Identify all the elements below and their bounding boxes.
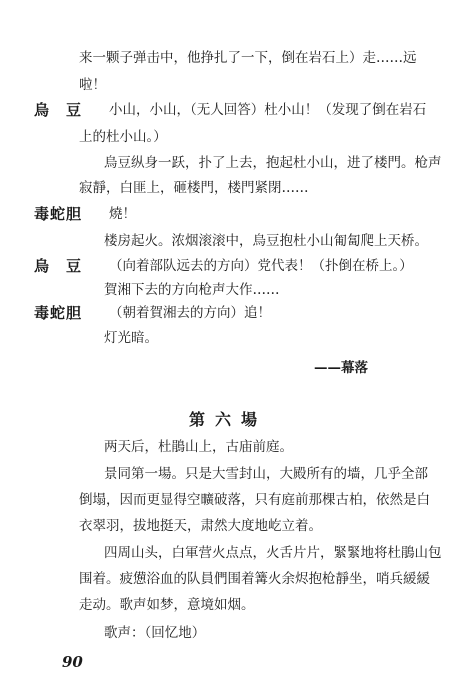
dialogue-line: 燒！ [109,206,136,222]
stage-direction: 寂靜，白匪上，砸楼門，楼門紧閉…… [79,180,309,196]
dialogue-line: （向着部队远去的方向）党代表！（扑倒在桥上。） [109,258,413,274]
dialogue-line: 上的杜小山。） [79,129,167,145]
dialogue-line: 小山，小山，（无人回答）杜小山！（发现了倒在岩石 [109,102,427,118]
stage-direction: 倒塌，因而更显得空曠破落，只有庭前那棵古柏，依然是白 [79,492,430,508]
scene-title: 第六場 [189,410,268,429]
dialogue-continuation: 啦！ [79,77,106,93]
stage-direction: 四周山头，白軍营火点点，火舌片片，緊緊地将杜鵑山包 [104,545,442,561]
speaker-name: 烏 豆 [34,257,83,275]
speaker-name: 毒蛇胆 [34,205,83,223]
page-number: 90 [62,653,83,671]
scene-setting: 两天后，杜鵑山上，古庙前庭。 [104,439,293,455]
stage-direction: 楼房起火。浓烟滚滚中，烏豆抱杜小山匍匐爬上天桥。 [104,233,428,249]
speaker-name: 烏 豆 [34,101,83,119]
dialogue-continuation: 来一颗子弹击中，他挣扎了一下，倒在岩石上）走……远 [79,50,417,66]
stage-direction: 围着。疲憊浴血的队員們围着篝火余烬抱枪靜坐，哨兵緩緩 [79,571,430,587]
stage-direction: 走动。歌声如梦，意境如烟。 [79,597,255,613]
stage-direction: 灯光暗。 [104,330,158,346]
dialogue-line: （朝着賀湘去的方向）追！ [109,305,271,321]
stage-direction: 烏豆纵身一跃，扑了上去，抱起杜小山，进了楼門。枪声 [104,155,442,171]
stage-direction: 衣翠羽，拔地挺天，肃然大度地屹立着。 [79,518,322,534]
stage-direction: 賀湘下去的方向枪声大作…… [104,282,280,298]
song-cue: 歌声：（回忆地） [104,625,206,641]
curtain-direction: ——幕落 [314,360,368,376]
stage-direction: 景同第一場。只是大雪封山，大殿所有的墙，几乎全部 [104,466,428,482]
speaker-name: 毒蛇胆 [34,304,83,322]
